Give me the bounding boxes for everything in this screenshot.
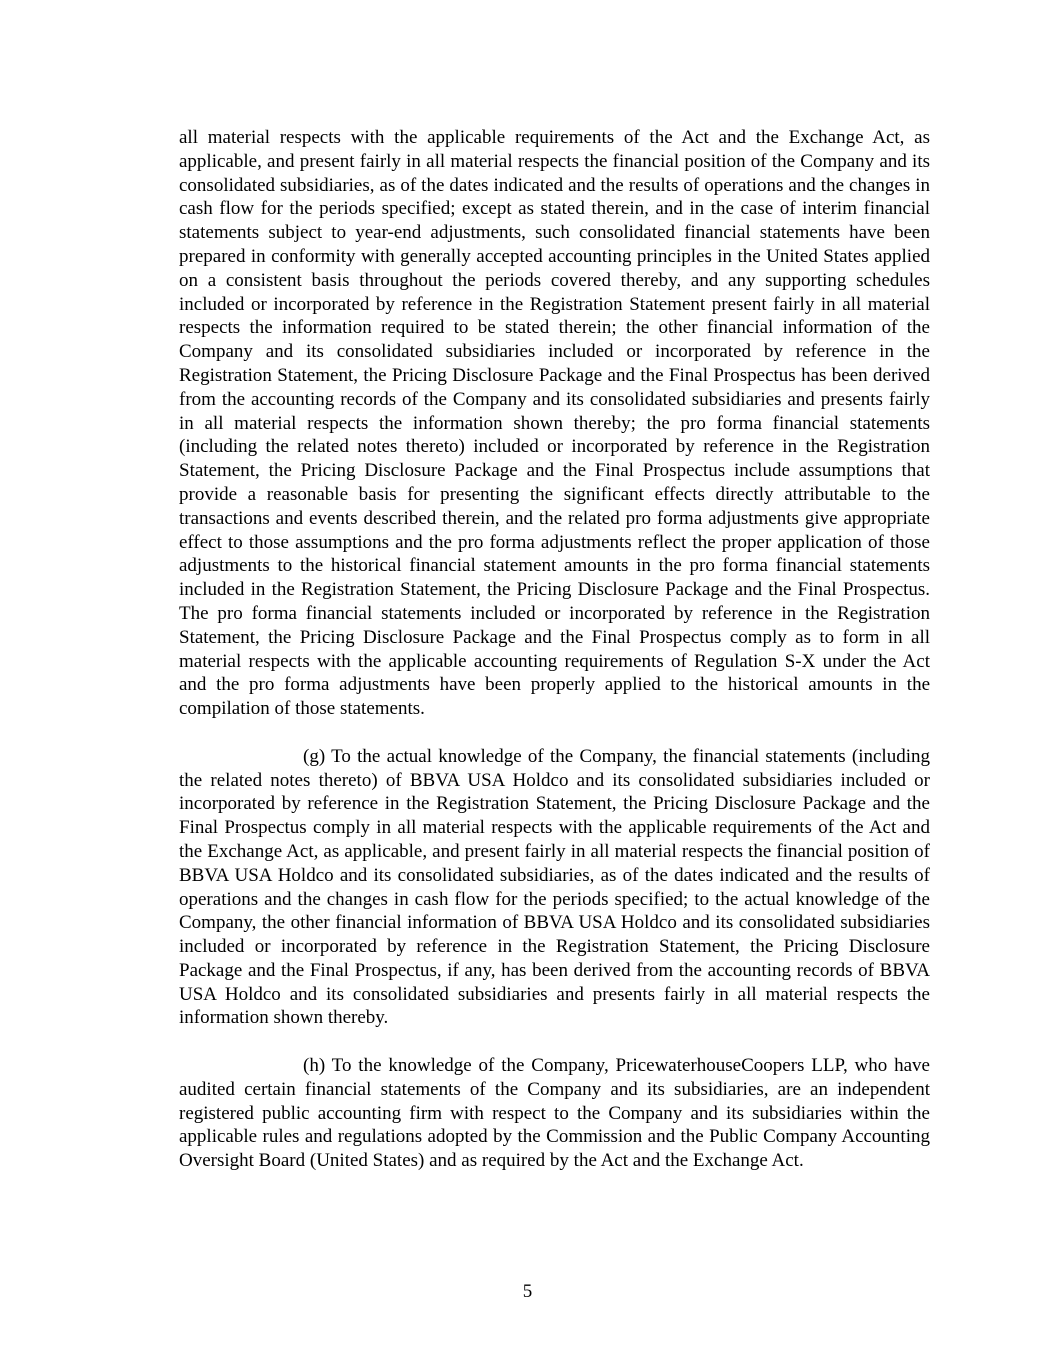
paragraph-g: (g) To the actual knowledge of the Company, the financial statements (including the related notes thereto) of BBVA USA Holdco and its consolidated subsidiaries included or incorporated by reference in the Registration Statement, the Pricing Disclosure Package and the Final Prospectus comply in all material respects with the applicable requirements of the Act and the Exchange Act, as applicable, and present fairly in all material respects the financial position of BBVA USA Holdco and its consolidated subsidiaries, as of the dates indicated and the results of operations and the changes in cash flow for the periods specified; to the actual knowledge of the Company, the other financial information of BBVA USA Holdco and its consolidated subsidiaries included or incorporated by reference in the Registration Statement, the Pricing Disclosure Package and the Final Prospectus, if any, has been derived from the accounting records of BBVA USA Holdco and its consolidated subsidiaries and presents fairly in all material respects the information shown thereby. [179, 745, 930, 1029]
paragraph-continued: all material respects with the applicable requirements of the Act and the Exchange Act, as applicable, and present fairly in all material respects the financial position of the Company and its consolidated subsidiaries, as of the dates indicated and the results of operations and the changes in cash flow for the periods specified; except as stated therein, and in the case of interim financial statements subject to year-end adjustments, such consolidated financial statements have been prepared in conformity with generally accepted accounting principles in the United States applied on a consistent basis throughout the periods covered thereby, and any supporting schedules included or incorporated by reference in the Registration Statement present fairly in all material respects the information required to be stated therein; the other financial information of the Company and its consolidated subsidiaries included or incorporated by reference in the Registration Statement, the Pricing Disclosure Package and the Final Prospectus has been derived from the accounting records of the Company and its consolidated subsidiaries and presents fairly in all material respects the information shown thereby; the pro forma financial statements (including the related notes thereto) included or incorporated by reference in the Registration Statement, the Pricing Disclosure Package and the Final Prospectus include assumptions that provide a reasonable basis for presenting the significant effects directly attributable to the transactions and events described therein, and the related pro forma adjustments give appropriate effect to those assumptions and the pro forma adjustments reflect the proper application of those adjustments to the historical financial statement amounts in the pro forma financial statements included in the Registration Statement, the Pricing Disclosure Package and the Final Prospectus. The pro forma financial statements included or incorporated by reference in the Registration Statement, the Pricing Disclosure Package and the Final Prospectus comply as to form in all material respects with the applicable accounting requirements of Regulation S-X under the Act and the pro forma adjustments have been properly applied to the historical amounts in the compilation of those statements. [179, 127, 930, 720]
document-body [179, 126, 930, 1173]
page-number: 5 [522, 1281, 533, 1302]
paragraph-h: (h) To the knowledge of the Company, PricewaterhouseCoopers LLP, who have audited certain financial statements of the Company and its subsidiaries, are an independent registered public accounting firm with respect to the Company and its subsidiaries within the applicable rules and regulations adopted by the Commission and the Public Company Accounting Oversight Board (United States) and as required by the Act and the Exchange Act. [179, 1055, 930, 1172]
